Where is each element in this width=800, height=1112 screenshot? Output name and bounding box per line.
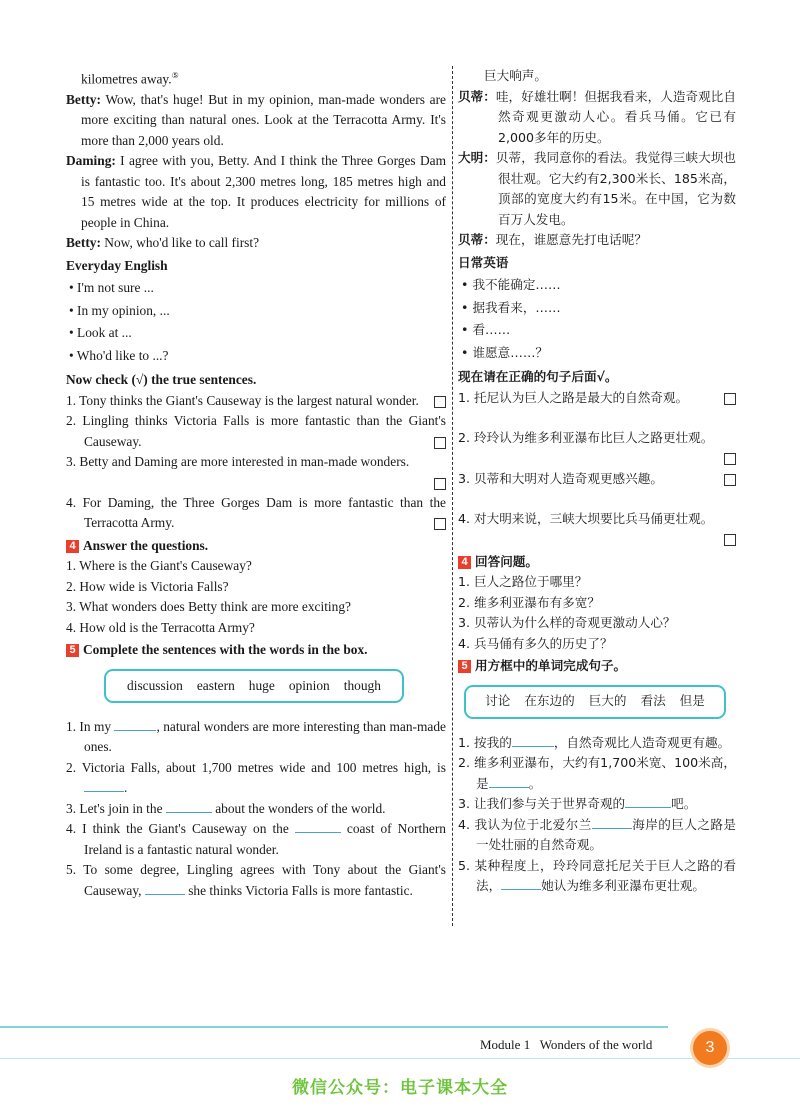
section-number-badge: 5 [66,644,79,657]
checkbox[interactable] [434,396,446,408]
dialogue-text: 哇，好雄壮啊！但据我看来，人造奇观比自然奇观更激动人心。看兵马俑。它已有2,000多年的历史。 [495,88,737,145]
checkbox-line [458,449,736,469]
checkbox[interactable] [434,437,446,449]
checkbox[interactable] [724,393,736,405]
phrase-text: 谁愿意……？ [472,344,548,360]
intro-tail-text: kilometres away. [81,71,172,87]
word-box-item: 巨大的 [588,693,627,709]
everyday-english-heading: 日常英语 [458,254,509,270]
english-column [66,66,446,901]
word-box-item: 讨论 [485,693,511,709]
column-divider [452,66,453,926]
check-item [458,469,736,490]
fill-item [66,799,446,820]
word-box-item: eastern [196,677,235,693]
intro-tail: 巨大响声。 [484,68,547,83]
module-title: Module 1 Wonders of the world [480,1037,653,1052]
question-item: 3. 贝蒂认为什么样的奇观更激动人心？ [458,615,676,630]
fill-text: 。 [528,775,542,791]
checkbox[interactable] [724,474,736,486]
question-item: 4. 兵马俑有多久的历史了？ [458,635,613,651]
fill-text: about the wonders of the world. [211,800,386,816]
dialogue-text: Wow, that's huge! But in my opinion, man-made wonders are more exciting than natural ones. Look at the Terracotta Army. It's more than 2,000 years old. [81,91,446,148]
phrase-text: I'm not sure ... [77,280,154,296]
checkbox[interactable] [724,534,736,546]
phrase-text: 看…… [472,322,511,337]
fill-text: , natural wonders are more interesting than man-made ones. [84,718,446,755]
phrase-text: Who'd like to ...? [76,347,169,363]
check-item [66,391,446,412]
fill-text: 3. Let's join in the [66,800,166,816]
fill-text: ，自然奇观比人造奇观更有趣。 [553,734,731,750]
check-text: 2. 玲玲认为维多利亚瀑布比巨人之路更壮观。 [458,430,714,445]
section-title: Answer the questions. [83,537,209,553]
dialogue-line [66,151,446,233]
speaker: 大明： [458,150,496,165]
fill-text: 2. Victoria Falls, about 1,700 metres wide and 100 metres high, is [66,759,446,775]
check-text: 4. 对大明来说，三峡大坝要比兵马俑更壮观。 [458,511,714,526]
fill-item [66,758,446,799]
check-item [66,493,446,534]
word-box-item: discussion [127,677,183,693]
section-title: 用方框中的单词完成句子。 [475,658,627,673]
dialogue-line [458,230,736,251]
check-text: 3. Betty and Daming are more interested in man-made wonders. [66,454,410,470]
check-text: 2. Lingling thinks Victoria Falls is more fantastic than the Giant's Causeway. [66,413,446,449]
question-item: 1. 巨人之路位于哪里？ [458,574,588,589]
fill-item [66,717,446,758]
dialogue-text: 现在，谁愿意先打电话呢？ [495,232,647,247]
question-item: 4. How old is the Terracotta Army? [66,619,255,635]
fill-text: 1. In my [66,718,115,734]
fill-text: 5. To some degree, Lingling agrees with Tony about the Giant's Causeway, [66,862,446,898]
check-text: 1. Tony thinks the Giant's Causeway is the largest natural wonder. [66,392,419,408]
fill-text: 4. 我认为位于北爱尔兰 [458,816,592,832]
phrase-text: 据我看来，…… [472,299,561,315]
answer-blank[interactable] [512,746,554,747]
word-box-item: 看法 [640,693,666,709]
check-heading: 现在请在正确的句子后面√。 [458,369,618,384]
checkbox[interactable] [434,518,446,530]
fill-text: . [124,780,128,796]
word-box [104,669,404,703]
everyday-english-heading: Everyday English [66,257,168,273]
section-number-badge: 4 [458,556,471,569]
check-heading: Now check (√) the true sentences. [66,372,257,388]
dialogue-line [66,233,446,254]
word-box-item: 在东边的 [524,693,575,709]
fill-text: 3. 让我们参与关于世界奇观的 [458,796,626,811]
answer-blank[interactable] [145,894,185,895]
section-4-heading [458,552,736,573]
section-title: 回答问题。 [475,553,538,569]
chinese-column [458,66,736,897]
speaker: 贝蒂： [458,88,496,104]
intro-tail [66,66,446,90]
fill-text: 5. 某种程度上，玲玲同意托尼关于巨人之路的看法， [458,857,736,893]
footnote-mark: ⑤ [171,71,179,80]
question-item: 2. 维多利亚瀑布有多宽？ [458,594,600,610]
dialogue-line [458,87,736,149]
check-item [458,388,736,409]
phrase-item: • Who'd like to ...? [69,347,169,363]
footer-rule [0,1026,668,1028]
phrase-item: • In my opinion, ... [69,302,170,318]
fill-text: 海岸的巨人之路是一处壮丽的自然奇观。 [476,816,736,852]
dialogue-line [66,90,446,152]
check-item [66,452,446,473]
dialogue-text: Now, who'd like to call first? [100,235,260,251]
check-text: 4. For Daming, the Three Gorges Dam is more fantastic than the Terracotta Army. [66,494,446,531]
fill-text: 她认为维多利亚瀑布更壮观。 [541,878,705,893]
phrase-item: • 我不能确定…… [461,277,561,292]
speaker: Betty: [66,91,101,107]
answer-blank[interactable] [592,828,632,829]
fill-item [458,753,736,794]
fill-text: 2. 维多利亚瀑布，大约有1,700米宽、100米高，是 [458,755,736,791]
section-5-heading [458,656,736,677]
check-text: 1. 托尼认为巨人之路是最大的自然奇观。 [458,389,689,405]
fill-item [458,794,736,815]
question-item: 2. How wide is Victoria Falls? [66,578,229,594]
word-box-item: though [343,677,381,693]
fill-item [66,819,446,860]
check-item [458,428,736,449]
phrase-item: • 谁愿意……？ [461,344,548,360]
dialogue-line [458,148,736,230]
phrase-text: 我不能确定…… [472,277,561,292]
speaker: Betty: [66,235,101,251]
answer-blank[interactable] [166,812,212,813]
speaker: 贝蒂： [458,232,496,247]
checkbox[interactable] [434,478,446,490]
answer-blank[interactable] [489,787,529,788]
check-text: 3. 贝蒂和大明对人造奇观更感兴趣。 [458,470,663,486]
checkbox[interactable] [724,453,736,465]
phrase-item: • I'm not sure ... [69,280,154,296]
fill-text: 4. I think the Giant's Causeway on the [66,821,295,837]
phrase-item: • 看…… [461,322,511,337]
section-title: Complete the sentences with the words in the box. [83,642,368,658]
fill-item [458,733,736,754]
answer-blank[interactable] [295,832,341,833]
answer-blank[interactable] [501,889,541,890]
check-item [458,509,736,530]
fill-text: 1. 按我的 [458,734,512,750]
page-number: 3 [690,1028,730,1068]
word-box-item: huge [248,677,275,693]
fill-item [458,815,736,856]
phrase-text: Look at ... [77,325,132,341]
section-5-heading [66,640,446,661]
dialogue-text: 贝蒂，我同意你的看法。我觉得三峡大坝也很壮观。它大约有2,300米长、185米高，顶部的宽度大约有15米。在中国，它为数百万人发电。 [495,150,737,227]
check-item [66,411,446,452]
fill-text: 吧。 [671,796,697,811]
section-number-badge: 4 [66,540,79,553]
answer-blank[interactable] [84,791,124,792]
section-number-badge: 5 [458,660,471,673]
question-item: 1. Where is the Giant's Causeway? [66,558,252,574]
fill-text: coast of Northern Ireland is a fantastic natural wonder. [84,821,446,857]
phrase-item: • 据我看来，…… [461,299,561,315]
speaker: Daming: [66,153,116,169]
dialogue-text: I agree with you, Betty. And I think the Three Gorges Dam is fantastic too. It's about 2,300 metres long, 185 metres high and 15 metres wide at the top. It produces electricity for millions of people in China. [81,153,446,230]
word-box-item: opinion [288,677,330,693]
section-4-heading [66,536,446,557]
word-box-item: 但是 [679,693,705,709]
phrase-text: In my opinion, ... [77,302,170,318]
phrase-item: • Look at ... [69,325,132,341]
checkbox-line [458,530,736,550]
fill-text: she thinks Victoria Falls is more fantastic. [184,882,413,898]
footer-rule-lower [0,1058,800,1059]
word-box [464,685,726,719]
watermark-text: 微信公众号：电子课本大全 [292,1078,508,1098]
checkbox-line [66,473,446,493]
fill-item [458,856,736,897]
answer-blank[interactable] [114,730,156,731]
question-item: 3. What wonders does Betty think are more exciting? [66,599,351,615]
fill-item [66,860,446,901]
answer-blank[interactable] [625,807,671,808]
